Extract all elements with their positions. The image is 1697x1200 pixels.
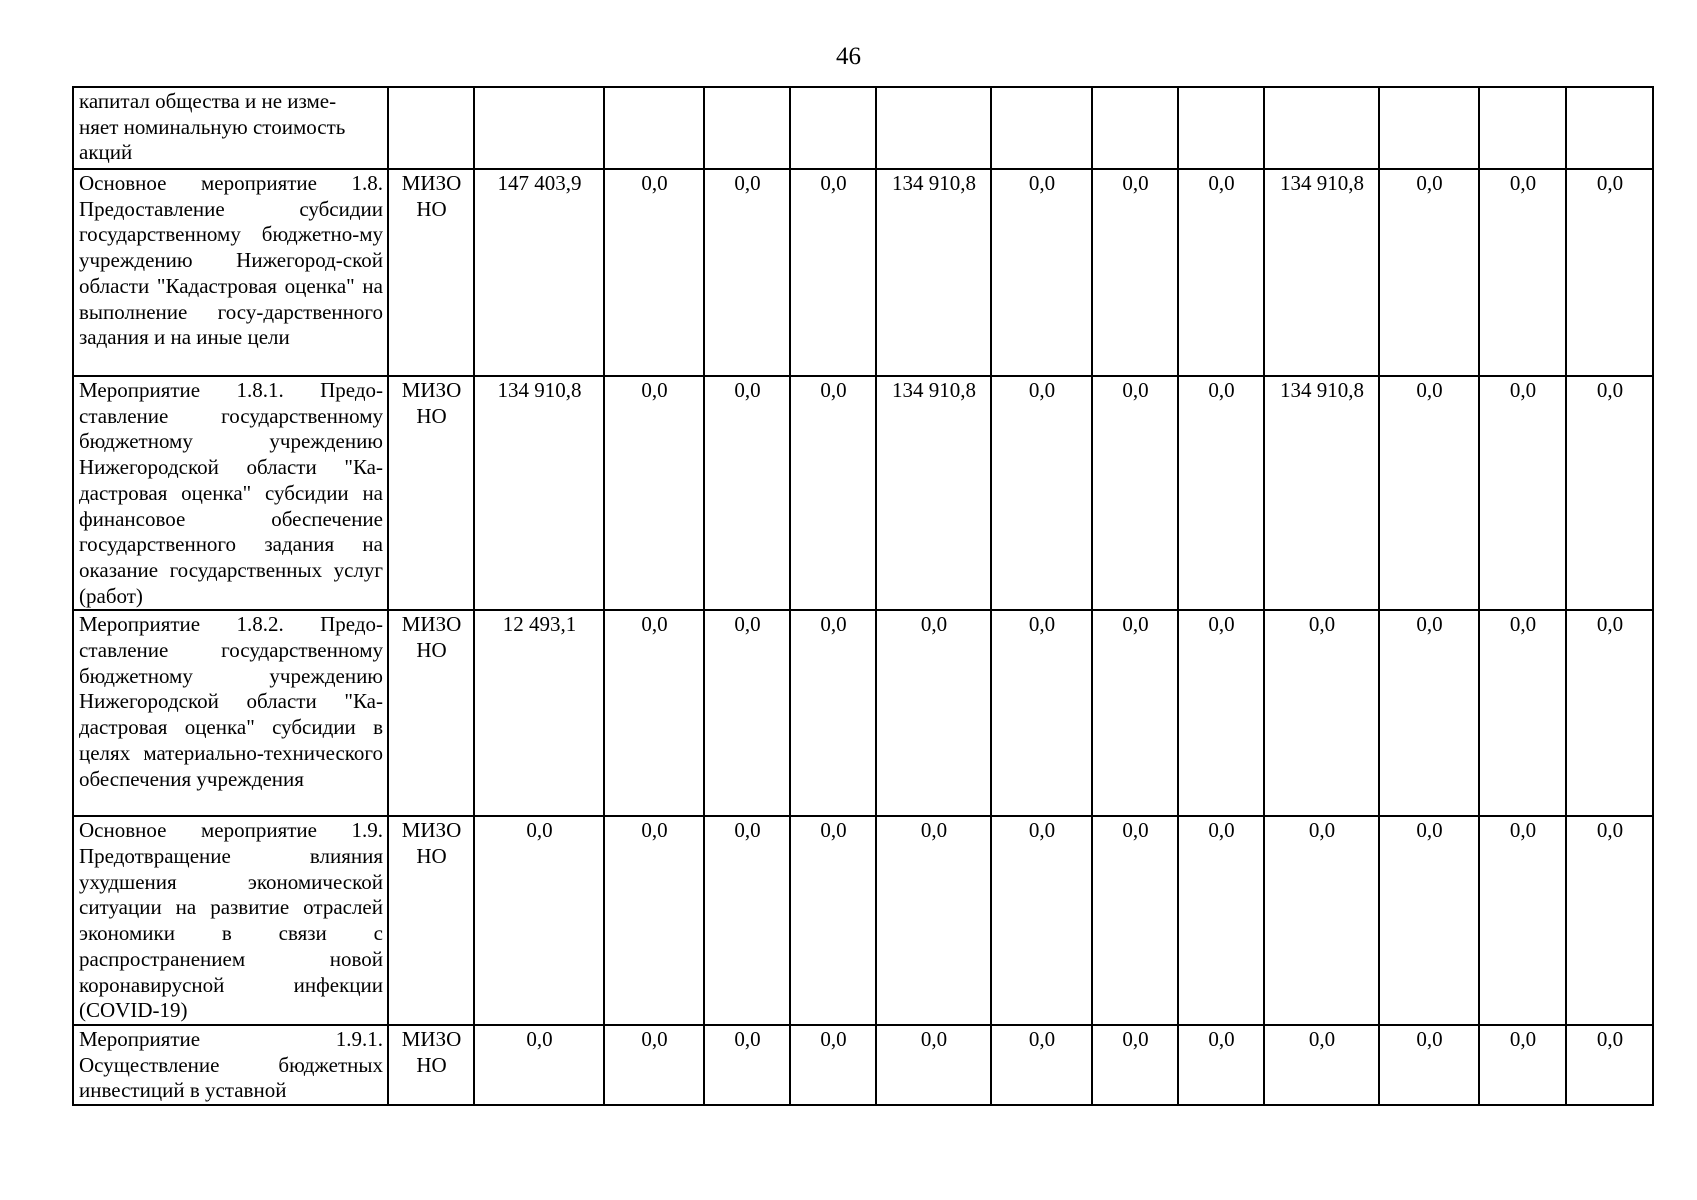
value-cell: 134 910,8 (876, 376, 991, 610)
table-row (73, 1025, 1653, 1105)
value-cell: 134 910,8 (876, 169, 991, 376)
value-cell (474, 87, 604, 169)
row-description-line: капитал общества и не изме- няет номинальную стоимость акций (79, 89, 346, 165)
value-cell: 0,0 (1566, 169, 1653, 376)
row-description: Мероприятие 1.8.2. Предо-ставление государственному бюджетному учреждению Нижегородской области "Ка-дастровая оценка" субсидии в целях материально-технического обеспечения учреждения (73, 610, 388, 816)
value-cell: 0,0 (1092, 169, 1178, 376)
value-cell: 0,0 (790, 816, 876, 1025)
value-cell: 0,0 (876, 610, 991, 816)
value-cell (876, 87, 991, 169)
value-cell: 0,0 (704, 610, 790, 816)
row-executor: МИЗО НО (388, 1025, 474, 1105)
value-cell (1178, 87, 1264, 169)
row-executor: МИЗО НО (388, 169, 474, 376)
row-description: Мероприятие 1.9.1. Осуществление бюджетных инвестиций в уставной (73, 1025, 388, 1105)
row-executor: МИЗО НО (388, 610, 474, 816)
value-cell: 0,0 (790, 1025, 876, 1105)
value-cell: 0,0 (704, 376, 790, 610)
value-cell: 0,0 (474, 816, 604, 1025)
value-cell: 0,0 (790, 610, 876, 816)
table-row (73, 610, 1653, 816)
value-cell: 0,0 (1264, 1025, 1379, 1105)
value-cell (991, 87, 1092, 169)
row-executor: МИЗО НО (388, 816, 474, 1025)
value-cell: 0,0 (1092, 1025, 1178, 1105)
budget-table (72, 86, 1654, 1106)
value-cell (604, 87, 704, 169)
value-cell: 0,0 (604, 376, 704, 610)
value-cell: 0,0 (1566, 376, 1653, 610)
value-cell: 0,0 (1566, 610, 1653, 816)
row-description: Основное мероприятие 1.9. Предотвращение влияния ухудшения экономической ситуации на развитие отраслей экономики в связи с распространением новой коронавирусной инфекции (COVID-19) (73, 816, 388, 1025)
value-cell: 0,0 (1092, 816, 1178, 1025)
value-cell: 134 910,8 (474, 376, 604, 610)
value-cell: 147 403,9 (474, 169, 604, 376)
table-row (73, 87, 1653, 169)
value-cell: 0,0 (1479, 169, 1566, 376)
value-cell: 0,0 (991, 816, 1092, 1025)
value-cell: 0,0 (1178, 610, 1264, 816)
value-cell: 0,0 (604, 610, 704, 816)
value-cell: 0,0 (1092, 610, 1178, 816)
value-cell: 0,0 (1178, 376, 1264, 610)
value-cell: 0,0 (474, 1025, 604, 1105)
value-cell: 0,0 (1092, 376, 1178, 610)
value-cell: 0,0 (1178, 169, 1264, 376)
value-cell: 0,0 (704, 169, 790, 376)
value-cell: 0,0 (1379, 1025, 1479, 1105)
value-cell (790, 87, 876, 169)
value-cell: 0,0 (991, 376, 1092, 610)
value-cell: 0,0 (790, 169, 876, 376)
value-cell: 0,0 (604, 816, 704, 1025)
row-description: Основное мероприятие 1.8. Предоставление субсидии государственному бюджетно-му учреждению Нижегород-ской области "Кадастровая оценка" на выполнение госу-дарственного задания и на иные цели (73, 169, 388, 376)
value-cell: 12 493,1 (474, 610, 604, 816)
value-cell (1566, 87, 1653, 169)
row-description (73, 87, 388, 169)
value-cell: 0,0 (876, 816, 991, 1025)
row-executor: МИЗО НО (388, 376, 474, 610)
value-cell: 0,0 (604, 1025, 704, 1105)
value-cell: 0,0 (1479, 816, 1566, 1025)
row-executor (388, 87, 474, 169)
value-cell (1479, 87, 1566, 169)
value-cell: 0,0 (1178, 1025, 1264, 1105)
value-cell: 0,0 (1479, 1025, 1566, 1105)
value-cell: 0,0 (1379, 816, 1479, 1025)
value-cell (704, 87, 790, 169)
value-cell: 0,0 (1379, 610, 1479, 816)
row-description: Мероприятие 1.8.1. Предо-ставление государственному бюджетному учреждению Нижегородской области "Ка-дастровая оценка" субсидии на финансовое обеспечение государственного задания на оказание государственных услуг (работ) (73, 376, 388, 610)
table-row (73, 376, 1653, 610)
value-cell: 0,0 (1379, 169, 1479, 376)
value-cell: 0,0 (1264, 816, 1379, 1025)
value-cell: 134 910,8 (1264, 169, 1379, 376)
value-cell: 0,0 (704, 816, 790, 1025)
table-row (73, 169, 1653, 376)
value-cell: 0,0 (604, 169, 704, 376)
value-cell: 0,0 (704, 1025, 790, 1105)
value-cell: 0,0 (876, 1025, 991, 1105)
value-cell (1092, 87, 1178, 169)
page-number: 46 (836, 43, 861, 70)
value-cell (1379, 87, 1479, 169)
value-cell: 0,0 (1566, 1025, 1653, 1105)
table-row (73, 816, 1653, 1025)
value-cell: 134 910,8 (1264, 376, 1379, 610)
value-cell: 0,0 (991, 169, 1092, 376)
value-cell: 0,0 (790, 376, 876, 610)
value-cell (1264, 87, 1379, 169)
value-cell: 0,0 (991, 610, 1092, 816)
value-cell: 0,0 (1178, 816, 1264, 1025)
value-cell: 0,0 (1566, 816, 1653, 1025)
value-cell: 0,0 (1379, 376, 1479, 610)
value-cell: 0,0 (991, 1025, 1092, 1105)
value-cell: 0,0 (1264, 610, 1379, 816)
value-cell: 0,0 (1479, 610, 1566, 816)
value-cell: 0,0 (1479, 376, 1566, 610)
